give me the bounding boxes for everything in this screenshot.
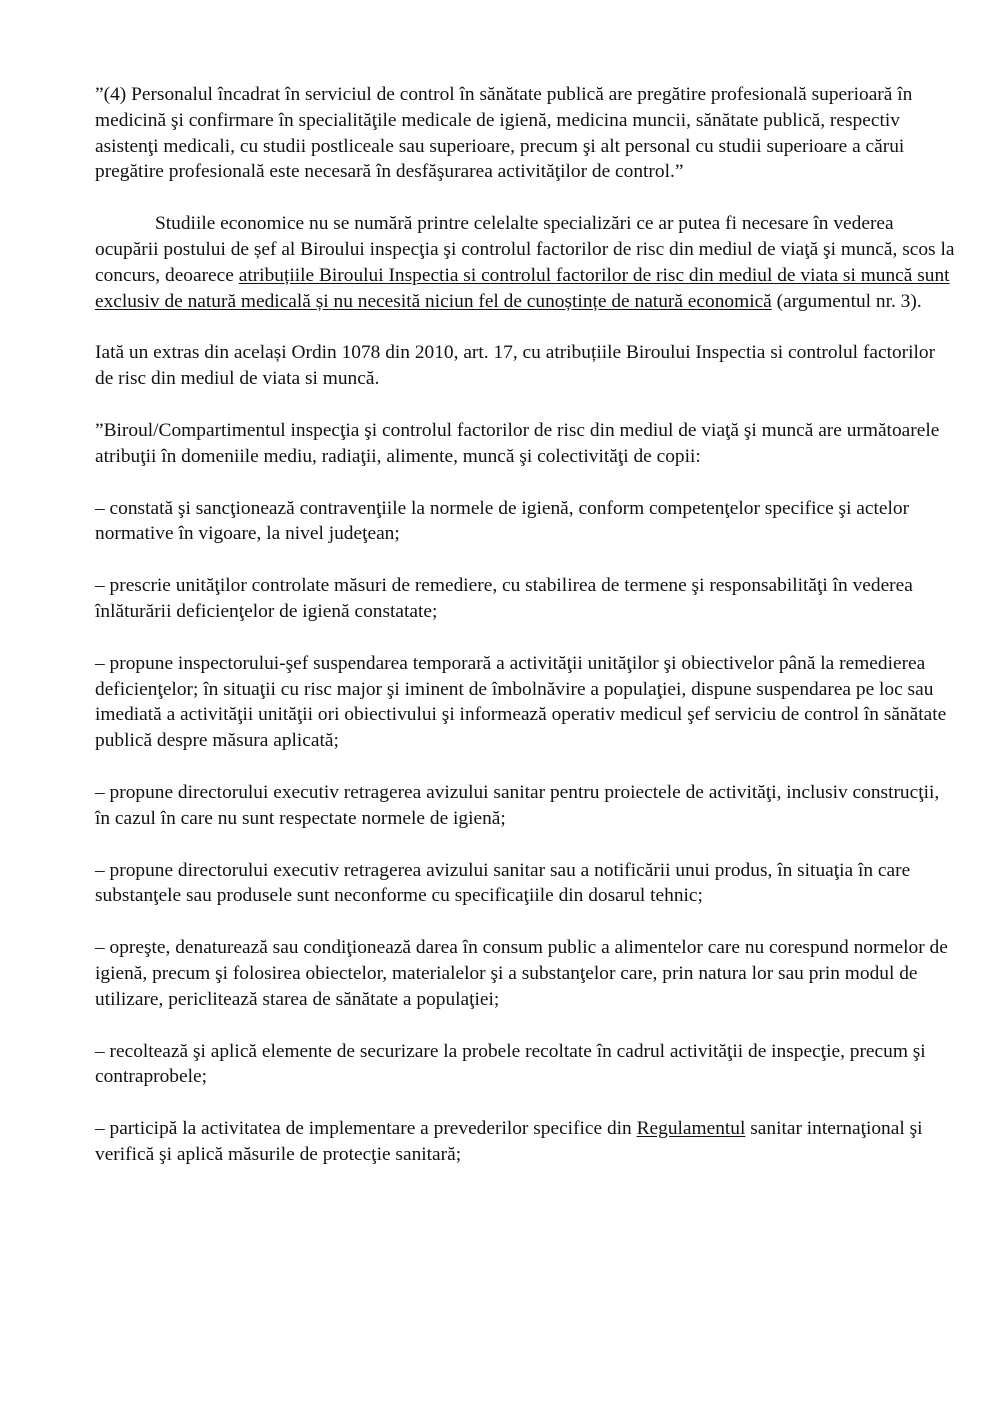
quoted-article-paragraph: ”(4) Personalul încadrat în serviciul de control în sănătate publică are pregătire profesională superioară în medicină şi confirmare în specialităţile medicale de igienă, medicina muncii, sănătate publică, respectiv asistenţi medicali, cu studii postliceale sau superioare, precum şi alt personal cu studii superioare a cărui pregătire profesională este necesară în desfăşurarea activităţilor de control.” xyxy=(95,84,913,183)
attribution-item: – prescrie unităţilor controlate măsuri de remediere, cu stabilirea de termene şi responsabilităţi în vederea înlăturării deficienţelor de igienă constatate; xyxy=(95,575,913,622)
attribution-item: – opreşte, denaturează sau condiţionează darea în consum public a alimentelor care nu corespund normelor de igienă, precum şi folosirea obiectelor, materialelor şi a substanţelor care, prin natura lor sau prin modul de utilizare, periclitează starea de sănătate a populaţiei; xyxy=(95,937,948,1010)
regulation-link-text: Regulamentul xyxy=(636,1118,746,1140)
attribution-item: – propune directorului executiv retragerea avizului sanitar sau a notificării unui produs, în situaţia în care substanţele sau produsele sunt neconforme cu specificaţiile din dosarul tehnic; xyxy=(95,859,911,907)
attribution-item: – constată şi sancţionează contravenţiile la normele de igienă, conform competenţelor specifice şi actelor normative în vigoare, la nivel judeţean; xyxy=(95,497,910,545)
attributions-intro-paragraph: ”Biroul/Compartimentul inspecţia şi controlul factorilor de risc din mediul de viaţă şi muncă are următoarele atribuţii în domeniile mediu, radiaţii, alimente, muncă şi colectivităţi de copii: xyxy=(95,419,940,467)
last-item-text-after: sanitar internaţional şi verifică şi aplică măsurile de protecţie sanitară; xyxy=(95,1118,923,1165)
attribution-item: – propune directorului executiv retragerea avizului sanitar pentru proiectele de activităţi, inclusiv construcţii, în cazul în care nu sunt respectate normele de igienă; xyxy=(95,781,940,829)
argument-text-before: Studiile economice nu se numără printre celelalte specializări ce ar putea fi necesare în vederea ocupării postului de șef al Biroului inspecţia şi controlul factorilor de risc din mediul de viaţă şi muncă, scos la concurs, deoarece xyxy=(95,213,955,286)
argument-paragraph xyxy=(95,211,957,314)
attribution-item: – recoltează şi aplică elemente de securizare la probele recoltate în cadrul activităţii de inspecţie, precum şi contraprobele; xyxy=(95,1040,926,1088)
last-item-text-before: – participă la activitatea de implementare a prevederilor specifice din xyxy=(95,1118,637,1140)
attribution-item-last xyxy=(95,1116,957,1168)
attribution-item: – propune inspectorului-şef suspendarea temporară a activităţii unităţilor şi obiectivelor până la remedierea deficienţelor; în situaţii cu risc major şi iminent de îmbolnăvire a populaţiei, dispune suspendarea pe loc sau imediată a activităţii unităţii ori obiectivului şi informează operativ medicul şef serviciu de control în sănătate publică despre măsura aplicată; xyxy=(95,652,947,752)
document-page xyxy=(95,82,957,1194)
argument-underlined-text: atribuțiile Biroului Inspectia si controlul factorilor de risc din mediul de viata si muncă sunt exclusiv de natură medicală și nu necesită niciun fel de cunoștințe de natură economică xyxy=(95,264,950,312)
argument-text-after: (argumentul nr. 3). xyxy=(771,290,922,312)
extract-intro-paragraph: Iată un extras din același Ordin 1078 din 2010, art. 17, cu atribuțiile Biroului Inspectia si controlul factorilor de risc din mediul de viata si muncă. xyxy=(95,342,936,390)
